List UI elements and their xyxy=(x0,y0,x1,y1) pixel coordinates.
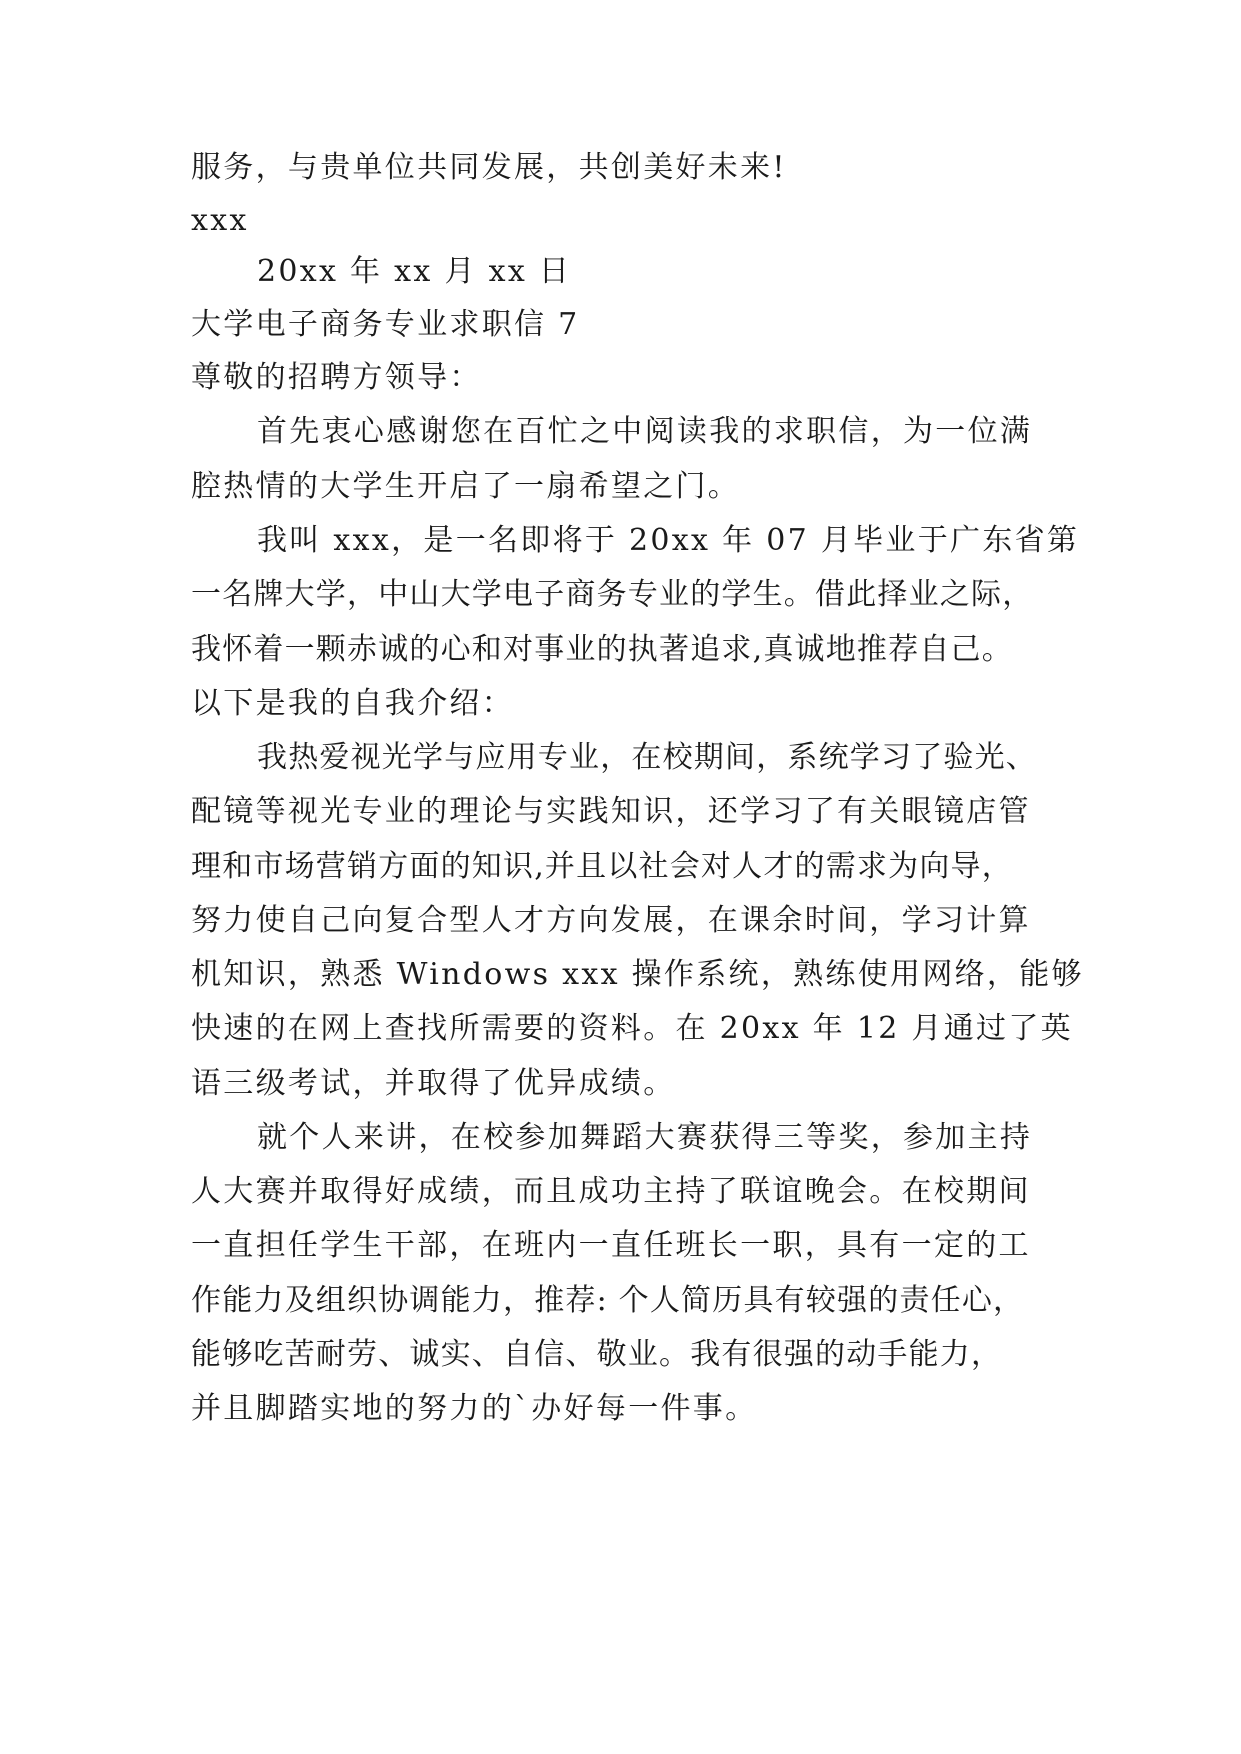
text-line: 服务，与贵单位共同发展，共创美好未来! xyxy=(191,150,787,185)
text-line: 作能力及组织协调能力，推荐: 个人简历具有较强的责任心， xyxy=(191,1283,1025,1318)
text-line: 努力使自己向复合型人才方向发展，在课余时间，学习计算 xyxy=(191,903,1031,938)
text-line: 以下是我的自我介绍： xyxy=(191,686,514,721)
text-line: 我怀着一颗赤诚的心和对事业的执著追求,真诚地推荐自己。 xyxy=(191,632,1013,667)
text-line: 人大赛并取得好成绩，而且成功主持了联谊晚会。在校期间 xyxy=(191,1174,1031,1209)
text-line: 腔热情的大学生开启了一扇希望之门。 xyxy=(191,469,741,504)
text-line: 一直担任学生干部，在班内一直任班长一职，具有一定的工 xyxy=(191,1228,1031,1263)
text-line: 理和市场营销方面的知识,并且以社会对人才的需求为向导， xyxy=(191,849,1013,884)
salutation: 尊敬的招聘方领导： xyxy=(191,360,482,395)
text-line: 我叫 xxx，是一名即将于 20xx 年 07 月毕业于广东省第 xyxy=(257,523,1080,558)
signature-date: 20xx 年 xx 月 xx 日 xyxy=(257,254,572,289)
text-line: 就个人来讲，在校参加舞蹈大赛获得三等奖，参加主持 xyxy=(257,1120,1033,1155)
signature-name: xxx xyxy=(191,203,249,238)
text-line: 能够吃苦耐劳、诚实、自信、敬业。我有很强的动手能力， xyxy=(191,1337,1003,1372)
text-line: 机知识，熟悉 Windows xxx 操作系统，熟练使用网络，能够 xyxy=(191,957,1084,992)
text-line: 并且脚踏实地的努力的`办好每一件事。 xyxy=(191,1391,758,1426)
text-line: 一名牌大学，中山大学电子商务专业的学生。借此择业之际， xyxy=(191,577,1034,612)
text-line: 我热爱视光学与应用专业，在校期间，系统学习了验光、 xyxy=(257,740,1037,775)
text-line: 首先衷心感谢您在百忙之中阅读我的求职信，为一位满 xyxy=(257,414,1033,449)
text-line: 配镜等视光专业的理论与实践知识，还学习了有关眼镜店管 xyxy=(191,794,1031,829)
section-heading: 大学电子商务专业求职信 7 xyxy=(191,307,580,342)
text-line: 快速的在网上查找所需要的资料。在 20xx 年 12 月通过了英 xyxy=(191,1011,1073,1046)
text-line: 语三级考试，并取得了优异成绩。 xyxy=(191,1066,676,1101)
